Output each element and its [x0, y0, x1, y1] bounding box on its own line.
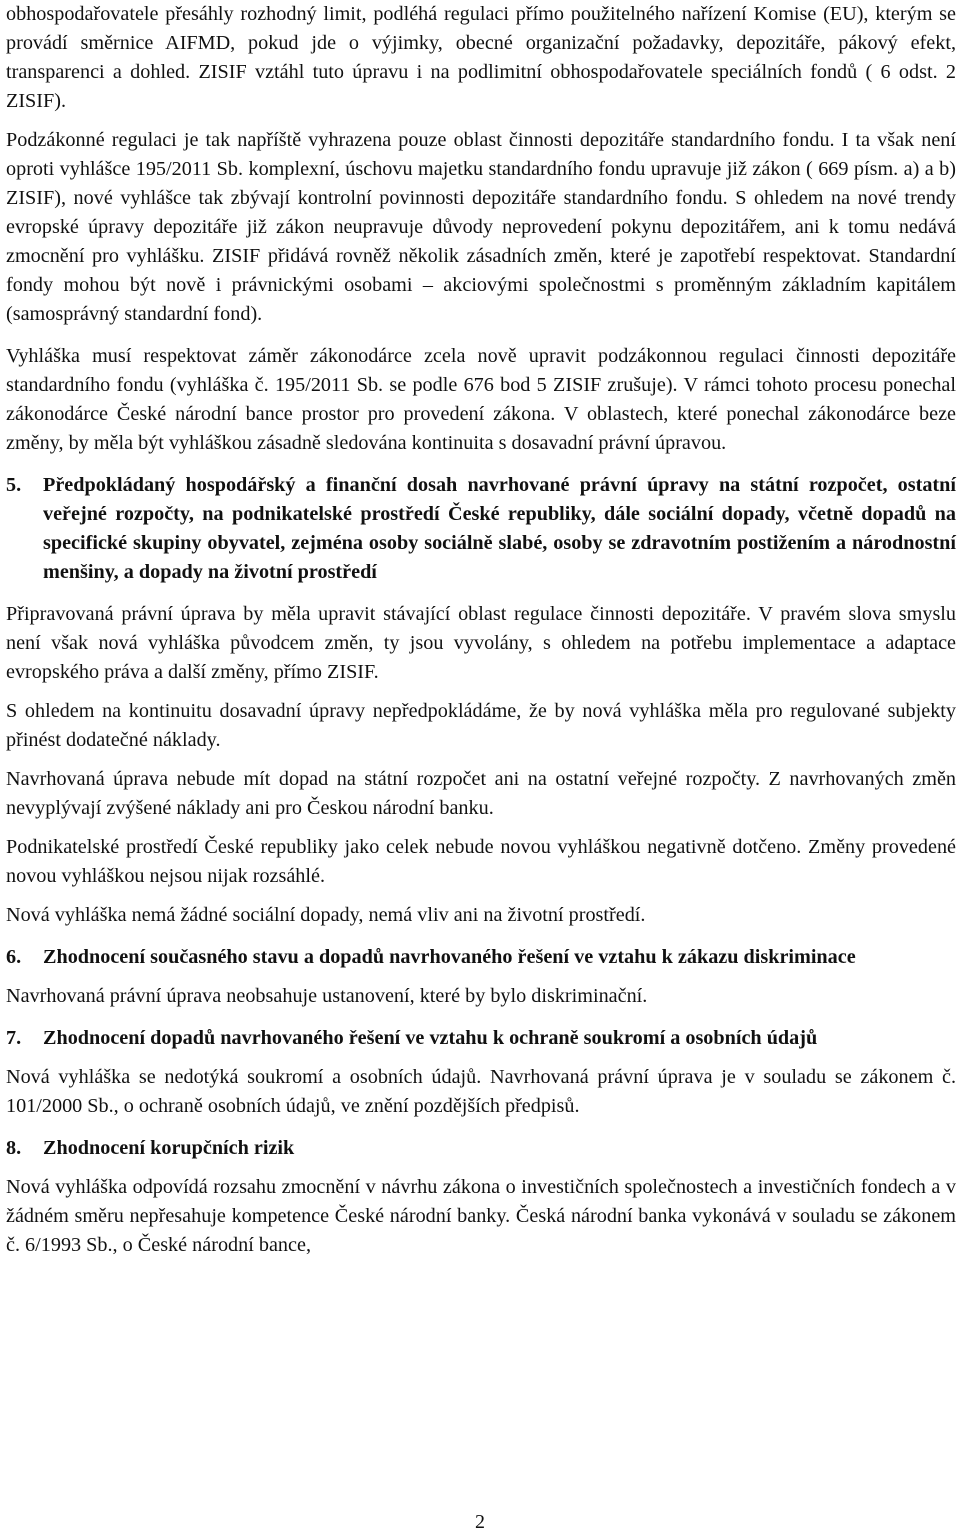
section-title: Zhodnocení současného stavu a dopadů navrhovaného řešení ve vztahu k zákazu diskriminace — [43, 946, 856, 968]
paragraph: Nová vyhláška nemá žádné sociální dopady, nemá vliv ani na životní prostředí. — [6, 904, 646, 926]
section-heading-8 — [6, 1134, 956, 1163]
paragraph: Podnikatelské prostředí České republiky jako celek nebude novou vyhláškou negativně dotčeno. Změny provedené novou vyhláškou nejsou nijak rozsáhlé. — [6, 836, 956, 887]
section-title: Předpokládaný hospodářský a finanční dosah navrhované právní úpravy na státní rozpočet, ostatní veřejné rozpočty, na podnikatelské prostředí České republiky, dále sociální dopady, včetně dopadů na specifické skupiny obyvatel, zejména osoby sociálně slabé, osoby se zdravotním postižením a národnostní menšiny, a dopady na životní prostředí — [43, 474, 956, 583]
paragraph: Nová vyhláška se nedotýká soukromí a osobních údajů. Navrhovaná právní úprava je v souladu se zákonem č. 101/2000 Sb., o ochraně osobních údajů, ve znění pozdějších předpisů. — [6, 1066, 956, 1117]
section-number: 8. — [6, 1137, 22, 1159]
paragraph: Podzákonné regulaci je tak napříště vyhrazena pouze oblast činnosti depozitáře standardního fondu. I ta však není oproti vyhlášce 195/2011 Sb. komplexní, úschovu majetku standardního fondu upravuje již zákon ( 669 písm. a) a b) ZISIF), nové vyhlášce tak zbývají kontrolní povinnosti depozitáře standardního fondu. S ohledem na nové trendy evropské úpravy depozitáře již zákon neupravuje důvody neprovedení pokynu depozitářem, ani k tomu nedává zmocnění pro vyhlášku. ZISIF přidává rovněž několik zásadních změn, které je zapotřebí respektovat. Standardní fondy mohou být nově i právnickými osobami – akciovými společnostmi s proměnným základním kapitálem (samosprávný standardní fond). — [6, 129, 956, 325]
document-page — [6, 0, 956, 1260]
paragraph: Navrhovaná právní úprava neobsahuje ustanovení, které by bylo diskriminační. — [6, 985, 648, 1007]
section-title: Zhodnocení dopadů navrhovaného řešení ve vztahu k ochraně soukromí a osobních údajů — [43, 1027, 818, 1049]
paragraph: Vyhláška musí respektovat záměr zákonodárce zcela nově upravit podzákonnou regulaci činnosti depozitáře standardního fondu (vyhláška č. 195/2011 Sb. se podle 676 bod 5 ZISIF zrušuje). V rámci tohoto procesu ponechal zákonodárce České národní bance prostor pro provedení zákona. V oblastech, které ponechal zákonodárce beze změny, by měla být vyhláškou zásadně sledována kontinuita s dosavadní právní úpravou. — [6, 345, 956, 454]
section-title: Zhodnocení korupčních rizik — [43, 1137, 295, 1159]
paragraph: Navrhovaná úprava nebude mít dopad na státní rozpočet ani na ostatní veřejné rozpočty. Z navrhovaných změn nevyplývají zvýšené náklady ani pro Českou národní banku. — [6, 768, 956, 819]
section-number: 5. — [6, 474, 22, 496]
paragraph: obhospodařovatele přesáhly rozhodný limit, podléhá regulaci přímo použitelného nařízení Komise (EU), kterým se provádí směrnice AIFMD, pokud jde o výjimky, obecné organizační požadavky, depozitáře, pákový efekt, transparenci a dohled. ZISIF vztáhl tuto úpravu i na podlimitní obhospodařovatele speciálních fondů ( 6 odst. 2 ZISIF). — [6, 3, 956, 112]
paragraph: Nová vyhláška odpovídá rozsahu zmocnění v návrhu zákona o investičních společnostech a investičních fondech a v žádném směru nepřesahuje kompetence České národní banky. Česká národní banka vykonává v souladu se zákonem č. 6/1993 Sb., o České národní bance, — [6, 1176, 956, 1256]
section-number: 7. — [6, 1027, 22, 1049]
paragraph: Připravovaná právní úprava by měla upravit stávající oblast regulace činnosti depozitáře. V pravém slova smyslu není však nová vyhláška původcem změn, ty jsou vyvolány, s ohledem na potřebu implementace a adaptace evropského práva a další změny, přímo ZISIF. — [6, 603, 956, 683]
section-heading-5 — [6, 471, 956, 587]
paragraph: S ohledem na kontinuitu dosavadní úpravy nepředpokládáme, že by nová vyhláška měla pro regulované subjekty přinést dodatečné náklady. — [6, 700, 956, 751]
page-number: 2 — [475, 1511, 485, 1533]
section-heading-7 — [6, 1024, 956, 1053]
section-number: 6. — [6, 946, 22, 968]
section-heading-6 — [6, 943, 956, 972]
